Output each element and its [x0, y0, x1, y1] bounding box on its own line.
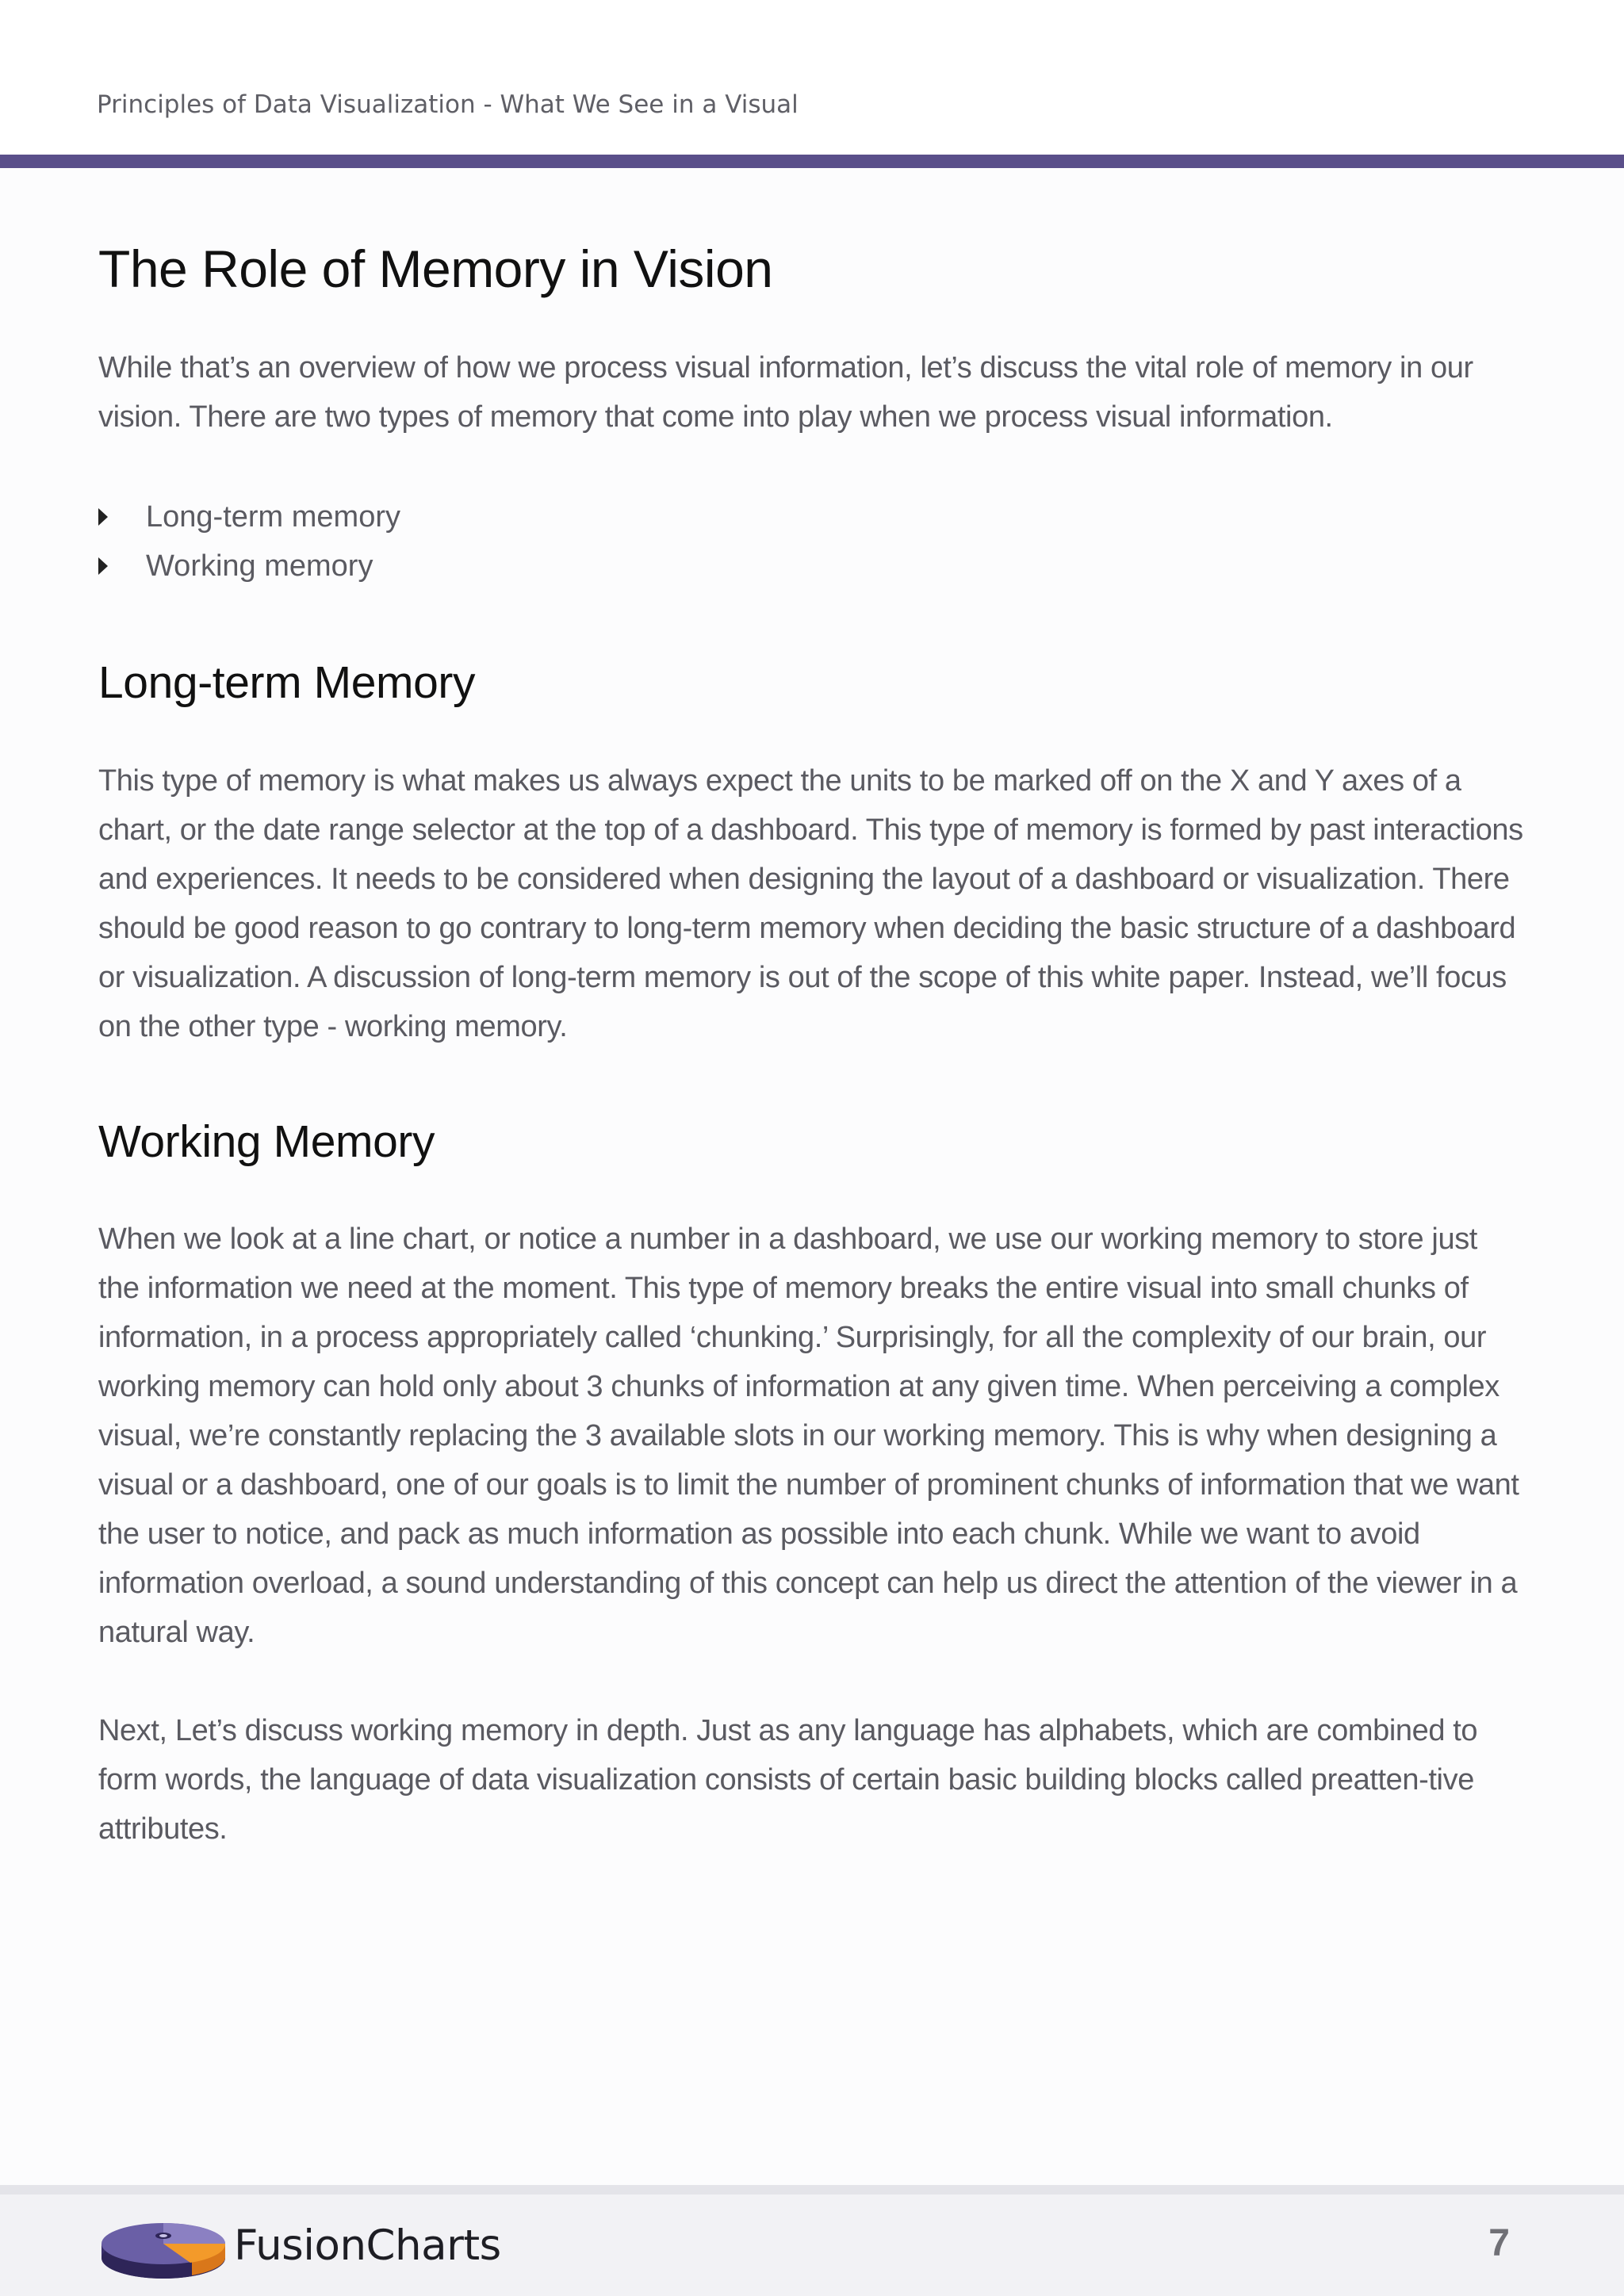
list-item-label: Working memory	[146, 549, 373, 584]
page-number: 7	[1488, 2222, 1510, 2264]
section-heading-working-memory: Working Memory	[98, 1115, 435, 1167]
caret-right-icon	[98, 557, 108, 575]
list-item	[98, 492, 1526, 541]
section-heading-long-term-memory: Long-term Memory	[98, 657, 476, 709]
header-divider	[0, 155, 1624, 168]
page-title: The Role of Memory in Vision	[98, 239, 773, 298]
brand-name: FusionCharts	[234, 2221, 501, 2270]
next-paragraph: Next, Let’s discuss working memory in depth. Just as any language has alphabets, which are combined to form words, the language of data visualization consists of certain basic building blocks called preatten-tive attributes.	[98, 1713, 1478, 1846]
list-item-label: Long-term memory	[146, 500, 400, 534]
page-content	[98, 238, 1526, 1854]
intro-paragraph: While that’s an overview of how we process visual information, let’s discuss the vital role of memory in our vision. There are two types of memory that come into play when we process visual information.	[98, 351, 1473, 434]
caret-right-icon	[98, 508, 108, 526]
page-header-band	[0, 0, 1624, 155]
fusioncharts-logo-icon	[97, 2212, 230, 2280]
running-header-title: Principles of Data Visualization - What We See in a Visual	[97, 90, 799, 119]
list-item	[98, 541, 1526, 591]
memory-types-list	[98, 492, 1526, 591]
working-memory-paragraph: When we look at a line chart, or notice a number in a dashboard, we use our working memory to store just the information we need at the moment. This type of memory breaks the entire visual into small chunks of information, in a process appropriately called ‘chunking.’ Surprisingly, for all the complexity of our brain, our working memory can hold only about 3 chunks of information at any given time. When perceiving a complex visual, we’re constantly replacing the 3 available slots in our working memory. This is why when designing a visual or a dashboard, one of our goals is to limit the number of prominent chunks of information that we want the user to notice, and pack as much information as possible into each chunk. While we want to avoid information overload, a sound understanding of this concept can help us direct the attention of the viewer in a natural way.	[98, 1222, 1519, 1649]
long-term-memory-paragraph: This type of memory is what makes us always expect the units to be marked off on the X and Y axes of a chart, or the date range selector at the top of a dashboard. This type of memory is formed by past interactions and experiences. It needs to be considered when designing the layout of a dashboard or visualization. There should be good reason to go contrary to long-term memory when deciding the basic structure of a dashboard or visualization. A discussion of long-term memory is out of the scope of this white paper. Instead, we’ll focus on the other type - working memory.	[98, 763, 1523, 1043]
